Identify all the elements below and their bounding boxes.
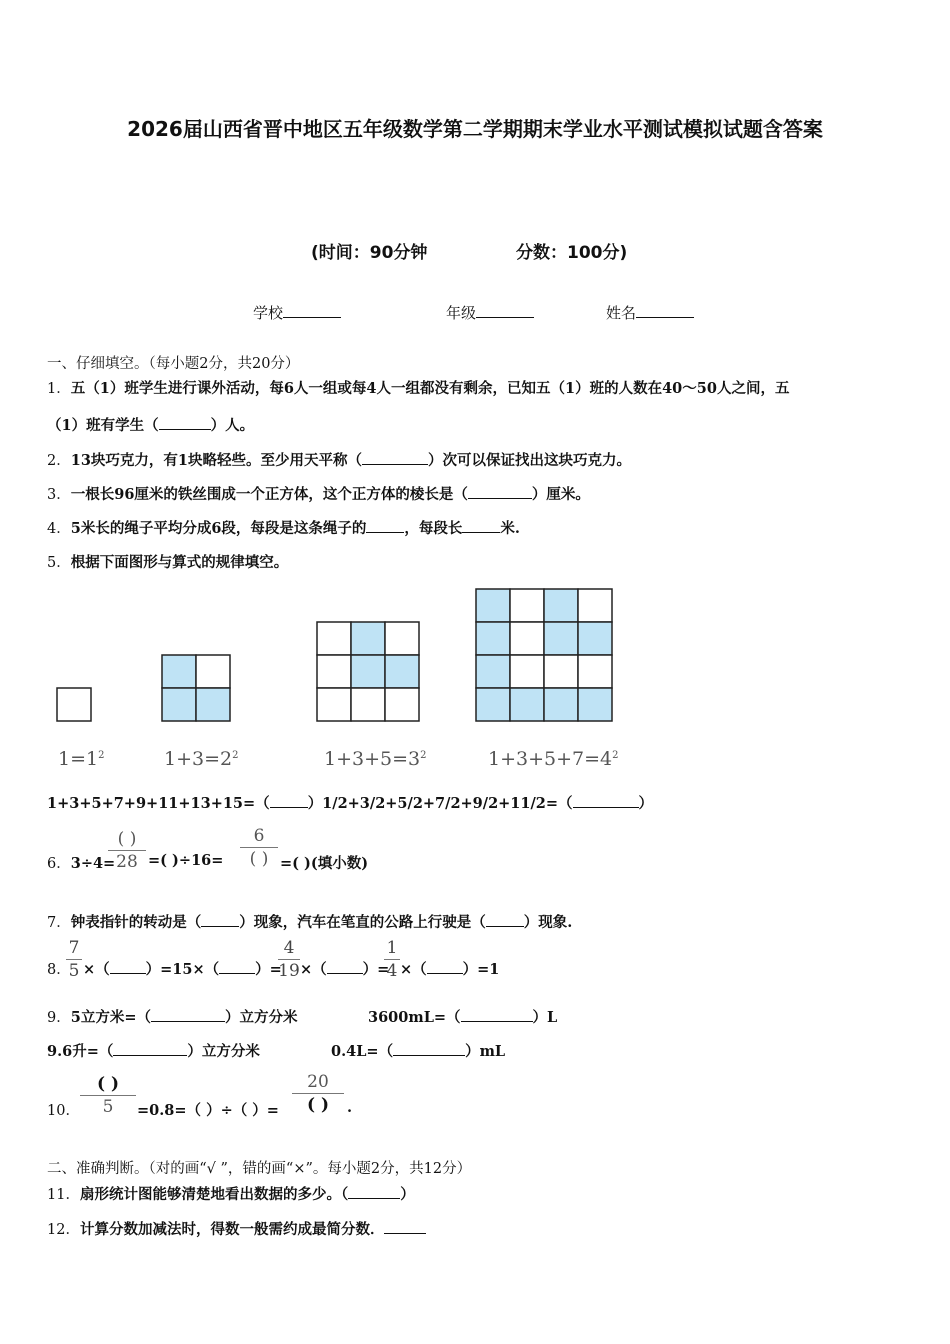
q4-text-b: ，每段长 (404, 520, 463, 537)
section2-heading: 二、准确判断。（对的画“√ ”，错的画“×”。每小题2分，共12分） (47, 1161, 472, 1177)
square-2x2 (162, 655, 230, 721)
q8-t7: ）=1 (462, 961, 500, 978)
q8-part-3 (400, 958, 499, 979)
q10-f2-den: ( ) (306, 1095, 329, 1115)
q8-part-2 (300, 958, 389, 979)
q6-fraction-1 (108, 829, 146, 872)
q9b-text-b: ）立方分米 (187, 1043, 260, 1060)
q10-mid: =0.8=（ ）÷（ ）= (137, 1102, 279, 1119)
q6-lead: 3÷4= (70, 855, 116, 872)
q7-text-c: ）现象. (523, 914, 573, 931)
q9-text-d: ）L (532, 1009, 558, 1026)
q8-fraction-3 (384, 938, 400, 981)
q2-number: 2． (47, 453, 71, 469)
q7-text-a: 钟表指针的转动是（ (70, 914, 202, 931)
exam-score: 分数：100分) (516, 243, 628, 263)
q12-number: 12． (47, 1222, 80, 1238)
q5-fill-a: 1+3+5+7+9+11+13+15=（ (47, 795, 270, 812)
q5-fill-b: ）1/2+3/2+5/2+7/2+9/2+11/2=（ (307, 795, 573, 812)
question-12 (47, 1218, 426, 1239)
q8-fraction-2 (278, 938, 300, 981)
q6-frac1-num: ( ) (117, 829, 137, 849)
q6-frac2-num: 6 (253, 826, 265, 846)
q10-fraction-1 (80, 1074, 136, 1117)
formula-1-base: 1=1 (58, 748, 99, 770)
formula-2-exp: 2 (232, 750, 239, 761)
q8-f2-num: 4 (283, 938, 295, 958)
q8-t2: ）=15×（ (145, 961, 220, 978)
section1-heading: 一、仔细填空。（每小题2分，共20分） (47, 356, 300, 372)
q9-text-b: ）立方分米 (224, 1009, 298, 1026)
q8-t6: ×（ (400, 961, 427, 978)
question-9-right (368, 1006, 557, 1027)
q2-text-b: ）次可以保证找出这块巧克力。 (428, 452, 632, 469)
q6-tail: =( )(填小数) (280, 855, 369, 872)
q8-t3: ）= (255, 961, 282, 978)
q4-text-a: 5米长的绳子平均分成6段，每段是这条绳子的 (70, 520, 367, 537)
q9b-text-a: 9.6升=（ (47, 1043, 114, 1060)
q3-text-b: ）厘米。 (531, 486, 590, 503)
formula-3-exp: 2 (420, 750, 427, 761)
q3-text-a: 一根长96厘米的铁丝围成一个正方体，这个正方体的棱长是（ (70, 486, 468, 503)
q6-fraction-2 (240, 826, 278, 869)
q6-mid: =( )÷16= (148, 852, 224, 869)
q10-fraction-2 (292, 1072, 344, 1115)
formula-2-base: 1+3=2 (164, 748, 233, 770)
q7-text-b: ）现象，汽车在笔直的公路上行驶是（ (239, 914, 486, 931)
q8-part-1 (83, 958, 282, 979)
square-1x1 (57, 688, 91, 721)
q5-text: 根据下面图形与算式的规律填空。 (70, 554, 289, 571)
q6-number: 6． (47, 856, 71, 872)
q5-number: 5． (47, 555, 71, 571)
q8-t5: ）= (362, 961, 390, 978)
question-9 (47, 1006, 297, 1027)
formula-4-exp: 2 (612, 750, 619, 761)
q1-number: 1． (47, 381, 71, 397)
q2-text-a: 13块巧克力，有1块略轻些。至少用天平称（ (70, 452, 363, 469)
question-11 (47, 1183, 415, 1204)
q8-fraction-1 (66, 938, 82, 981)
formula-1-exp: 2 (98, 750, 105, 761)
q8-f3-den: 4 (386, 961, 398, 981)
question-6 (47, 852, 115, 873)
q7-number: 7． (47, 915, 71, 931)
q10-tail: . (347, 1099, 353, 1116)
question-7 (47, 911, 572, 932)
q1-text: 五（1）班学生进行课外活动，每6人一组或每4人一组都没有剩余，已知五（1）班的人数在40～50人之间，五 (70, 380, 790, 397)
grade-label: 年级 (446, 304, 477, 322)
question-5-fill (47, 792, 653, 813)
page-title: 2026届山西省晋中地区五年级数学第二学期期末学业水平测试模拟试题含答案 (127, 117, 823, 141)
q11-number: 11． (47, 1187, 80, 1203)
q8-t1: ×（ (83, 961, 110, 978)
q4-text-c: 米. (500, 520, 520, 537)
q8-f1-den: 5 (68, 961, 80, 981)
q9-text-c: 3600mL=（ (368, 1009, 461, 1026)
q10-f1-num: ( ) (96, 1074, 119, 1094)
q11-text-b: ） (400, 1186, 415, 1203)
formula-2 (164, 748, 238, 770)
exam-time: (时间：90分钟 (311, 243, 428, 263)
question-9b (47, 1040, 260, 1061)
formula-4-base: 1+3+5+7=4 (488, 748, 613, 770)
q6-frac1-den: 28 (116, 852, 138, 872)
q9b-text-c: 0.4L=（ (331, 1043, 394, 1060)
q9b-text-d: ）mL (465, 1043, 506, 1060)
school-label: 学校 (253, 304, 284, 322)
q5-fill-c: ） (638, 795, 654, 812)
q10-number: 10． (47, 1103, 80, 1119)
q10-f2-num: 20 (307, 1072, 329, 1092)
q1-text-2b: ）人。 (210, 417, 255, 434)
formula-3-base: 1+3+5=3 (324, 748, 421, 770)
formula-4 (488, 748, 619, 770)
q9-text-a: 5立方米=（ (70, 1009, 151, 1026)
q1-text-2a: （1）班有学生（ (47, 417, 159, 434)
q4-number: 4． (47, 521, 71, 537)
q3-number: 3． (47, 487, 71, 503)
formula-3 (324, 748, 427, 770)
q12-text-a: 计算分数加减法时，得数一般需约成最简分数． (79, 1221, 385, 1238)
square-3x3 (317, 622, 419, 721)
question-9b-right (331, 1040, 505, 1061)
q8-f3-num: 1 (386, 938, 398, 958)
q9-number: 9． (47, 1010, 71, 1026)
q6-frac2-den: ( ) (249, 849, 269, 869)
q10-f1-den: 5 (102, 1097, 114, 1117)
name-label: 姓名 (606, 304, 637, 322)
q8-number: 8． (47, 962, 71, 978)
square-4x4 (476, 589, 612, 721)
q8-t4: ×（ (300, 961, 327, 978)
q8-f2-den: 19 (278, 961, 300, 981)
formula-1 (58, 748, 104, 770)
q8-f1-num: 7 (68, 938, 80, 958)
q11-text-a: 扇形统计图能够清楚地看出数据的多少。（ (79, 1186, 349, 1203)
